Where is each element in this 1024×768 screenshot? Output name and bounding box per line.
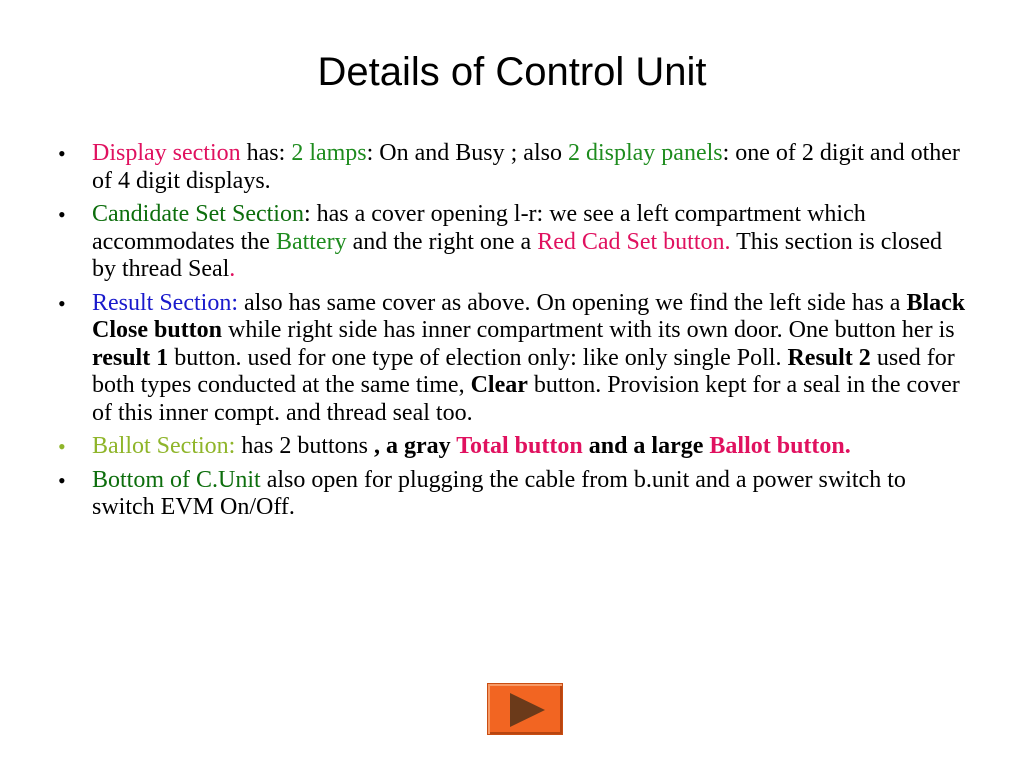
bullet-item [56,140,966,195]
next-slide-button[interactable] [487,683,563,735]
bullet-marker: • [58,202,66,227]
term: Candidate Set Section [92,201,304,227]
term: Black Close button [92,289,966,343]
term: Total button [456,433,583,459]
bullet-text: Display section has: 2 lamps: On and Busy ; also 2 display panels: one of 2 digit and other of 4 digit displays. [92,140,960,194]
bullet-item [56,467,966,522]
term: Bottom of C.Unit [92,466,261,493]
term: 2 display panels [567,140,723,166]
bullet-item [56,290,966,428]
term: result 1 [92,344,169,371]
bullet-marker: • [58,434,66,459]
term: Clear [470,372,528,398]
bullet-item [56,433,966,461]
term: Result Section [92,289,232,316]
bullet-marker: • [58,141,66,166]
term: Display section [92,140,241,166]
term: Battery [275,228,347,255]
term: Result 2 [787,344,871,371]
term: 2 lamps [291,140,367,166]
bullet-text: Bottom of C.Unit also open for plugging the cable from b.unit and a power switch to switch EVM On/Off. [92,466,906,520]
bullet-item [56,201,966,284]
term: Red Cad Set button. [537,228,731,255]
bullet-text: Ballot Section: has 2 buttons , a gray Total button and a large Ballot button. [92,433,851,459]
slide-title: Details of Control Unit [317,50,707,94]
bullet-marker: • [58,467,66,493]
term: Ballot button. [709,433,851,459]
bullet-text: Candidate Set Section: has a cover opening l-r: we see a left compartment which accommodates the Battery and the right one a Red Cad Set button. This section is closed by thread Seal. [92,201,943,282]
term: Ballot Section [92,433,229,459]
bullet-list [56,140,966,528]
bullet-marker: • [58,290,66,316]
play-arrow-icon [488,684,564,736]
bullet-text: Result Section: also has same cover as above. On opening we find the left side has a Black Close button while right side has inner compartment with its own door. One button her is result 1 button. used for one type of election only: like only single Poll. Result 2 used for both types conducted at the same time, Clear button. Provision kept for a seal in the cover of this inner compt. and thread seal too. [92,289,966,426]
